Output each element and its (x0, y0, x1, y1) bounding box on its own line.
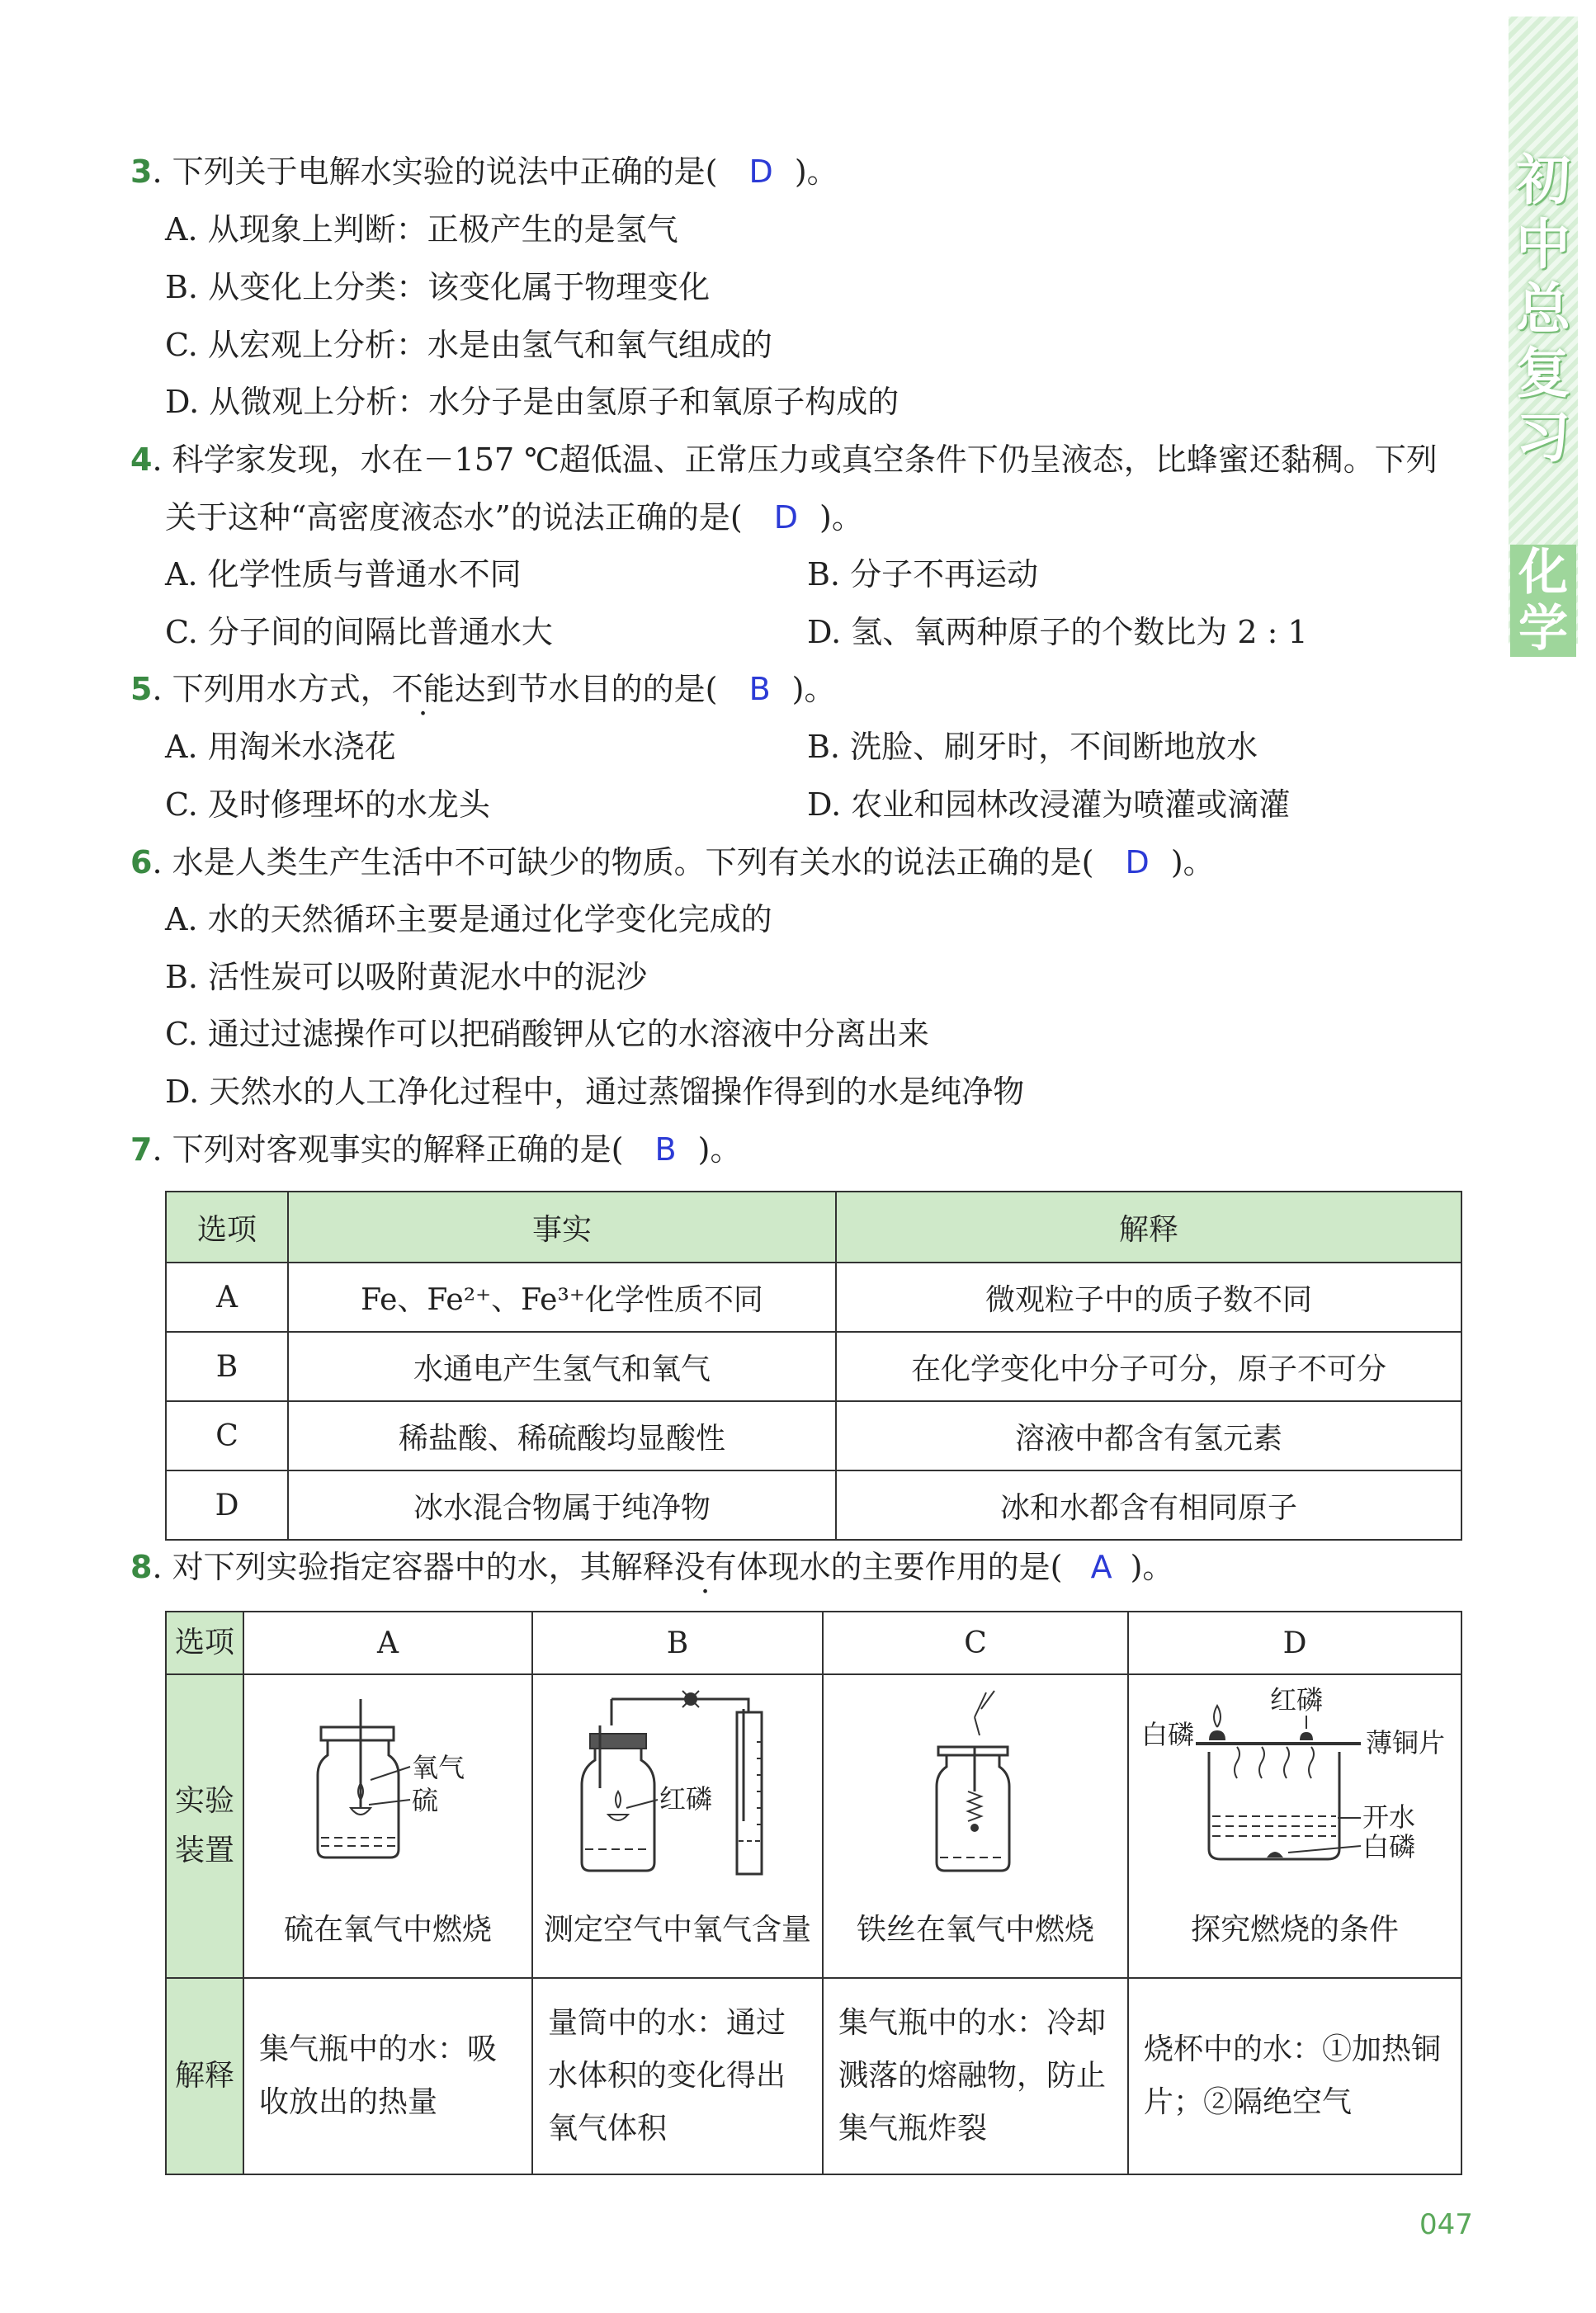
answer-7: B (654, 1131, 677, 1168)
label-water: 开水 (1362, 1801, 1416, 1833)
table-row: C 稀盐酸、稀硫酸均显酸性 溶液中都含有氢元素 (166, 1401, 1461, 1470)
q6-option-c: C. 通过过滤操作可以把硝酸钾从它的水溶液中分离出来 (165, 1016, 929, 1052)
apparatus-d (1128, 1674, 1461, 1978)
q3-option-a: A. 从现象上判断：正极产生的是氢气 (165, 211, 678, 248)
label-redp-b: 红磷 (659, 1783, 713, 1815)
explain-d: 烧杯中的水：①加热铜片；②隔绝空气 (1128, 1978, 1461, 2174)
q7-header-option: 选项 (166, 1192, 288, 1263)
q3-option-d: D. 从微观上分析：水分子是由氢原子和氧原子构成的 (165, 384, 900, 420)
q3-option-c: C. 从宏观上分析：水是由氢气和氧气组成的 (165, 327, 772, 363)
caption-c: 铁丝在氧气中燃烧 (856, 1913, 1094, 1947)
caption-b: 测定空气中氧气含量 (543, 1913, 811, 1947)
apparatus-d-diagram (1130, 1676, 1460, 1899)
question-5: 5. 下列用水方式，不能达到节水目的的是( B )。 (130, 671, 836, 707)
label-whitep-top: 白磷 (1141, 1719, 1195, 1750)
explain-a: 集气瓶中的水：吸收放出的热量 (243, 1978, 532, 2174)
caption-a: 硫在氧气中燃烧 (283, 1913, 492, 1947)
q8-row-explain-label: 解释 (166, 1978, 243, 2174)
q7-header-explain: 解释 (836, 1192, 1461, 1263)
q4-option-b: B. 分子不再运动 (807, 556, 1039, 592)
question-3: 3. 下列关于电解水实验的说法中正确的是( D )。 (130, 153, 838, 190)
apparatus-a-diagram (245, 1676, 531, 1899)
label-sulfur: 硫 (412, 1785, 439, 1816)
q5-option-d: D. 农业和园林改浸灌为喷灌或滴灌 (807, 786, 1291, 823)
apparatus-a (243, 1674, 532, 1978)
answer-4: D (773, 499, 799, 536)
q6-option-d: D. 天然水的人工净化过程中，通过蒸馏操作得到的水是纯净物 (165, 1074, 1025, 1110)
caption-d: 探究燃烧的条件 (1190, 1913, 1399, 1947)
q4-option-d: D. 氢、氧两种原子的个数比为 2 : 1 (807, 614, 1308, 650)
q5-option-b: B. 洗脸、刷牙时，不间断地放水 (807, 729, 1258, 765)
table-row: D 冰水混合物属于纯净物 冰和水都含有相同原子 (166, 1470, 1461, 1540)
table-row: B 水通电产生氢气和氧气 在化学变化中分子可分，原子不可分 (166, 1332, 1461, 1401)
q7-table (165, 1191, 1462, 1541)
q6-option-a: A. 水的天然循环主要是通过化学变化完成的 (165, 901, 772, 937)
question-4-line2: 关于这种“高密度液态水”的说法正确的是( D )。 (165, 499, 863, 536)
q8-table: 选项 A B C D 实验装置 氧气 硫 硫在氧气中燃烧 红磷 测定空气中氧气含量 铁丝在氧气中燃烧 红磷 白磷 薄铜片 开水 白磷 探究燃烧的条件 解释 集气瓶中的水：吸收放出的热量 量筒中的水：通过水体积的变化得出氧气体积 集气瓶中的水：冷却溅落的熔融物，防止集气瓶炸裂 烧杯中的水：①加热铜片；②隔绝空气 (165, 1611, 1462, 2175)
apparatus-b (532, 1674, 823, 1978)
question-4: 4. 科学家发现，水在－157 ℃超低温、正常压力或真空条件下仍呈液态，比蜂蜜还黏稠。下列 (130, 441, 1438, 478)
apparatus-c (823, 1674, 1128, 1978)
q5-option-a: A. 用淘米水浇花 (165, 729, 396, 765)
q4-option-a: A. 化学性质与普通水不同 (165, 556, 522, 592)
apparatus-c-diagram (824, 1676, 1126, 1899)
apparatus-b-diagram (534, 1676, 821, 1899)
question-7: 7. 下列对客观事实的解释正确的是( B )。 (130, 1131, 742, 1168)
q4-option-c: C. 分子间的间隔比普通水大 (165, 614, 553, 650)
explain-c: 集气瓶中的水：冷却溅落的熔融物，防止集气瓶炸裂 (823, 1978, 1128, 2174)
q8-header-option: 选项 (166, 1612, 243, 1674)
label-whitep-bottom: 白磷 (1362, 1831, 1416, 1862)
q3-option-b: B. 从变化上分类：该变化属于物理变化 (165, 269, 711, 305)
question-6: 6. 水是人类生产生活中不可缺少的物质。下列有关水的说法正确的是( D )。 (130, 844, 1215, 880)
q8-row-apparatus-label: 实验装置 (166, 1674, 243, 1978)
side-title: 初中总复习 (1516, 149, 1570, 470)
side-subject: 化学 (1510, 545, 1576, 657)
page-number: 047 (1419, 2208, 1473, 2241)
label-copper: 薄铜片 (1366, 1727, 1446, 1758)
label-redp-d: 红磷 (1270, 1684, 1324, 1716)
answer-3: D (748, 153, 773, 190)
question-8: 8. 对下列实验指定容器中的水，其解释没有体现水的主要作用的是( A )。 (130, 1549, 1174, 1585)
answer-8: A (1090, 1549, 1112, 1585)
table-row: A Fe、Fe²⁺、Fe³⁺化学性质不同 微观粒子中的质子数不同 (166, 1263, 1461, 1332)
answer-5: B (748, 671, 771, 707)
q7-header-fact: 事实 (288, 1192, 836, 1263)
q6-option-b: B. 活性炭可以吸附黄泥水中的泥沙 (165, 959, 648, 995)
q5-option-c: C. 及时修理坏的水龙头 (165, 786, 490, 823)
answer-6: D (1125, 844, 1150, 880)
label-oxygen: 氧气 (412, 1752, 465, 1783)
explain-b: 量筒中的水：通过水体积的变化得出氧气体积 (532, 1978, 823, 2174)
